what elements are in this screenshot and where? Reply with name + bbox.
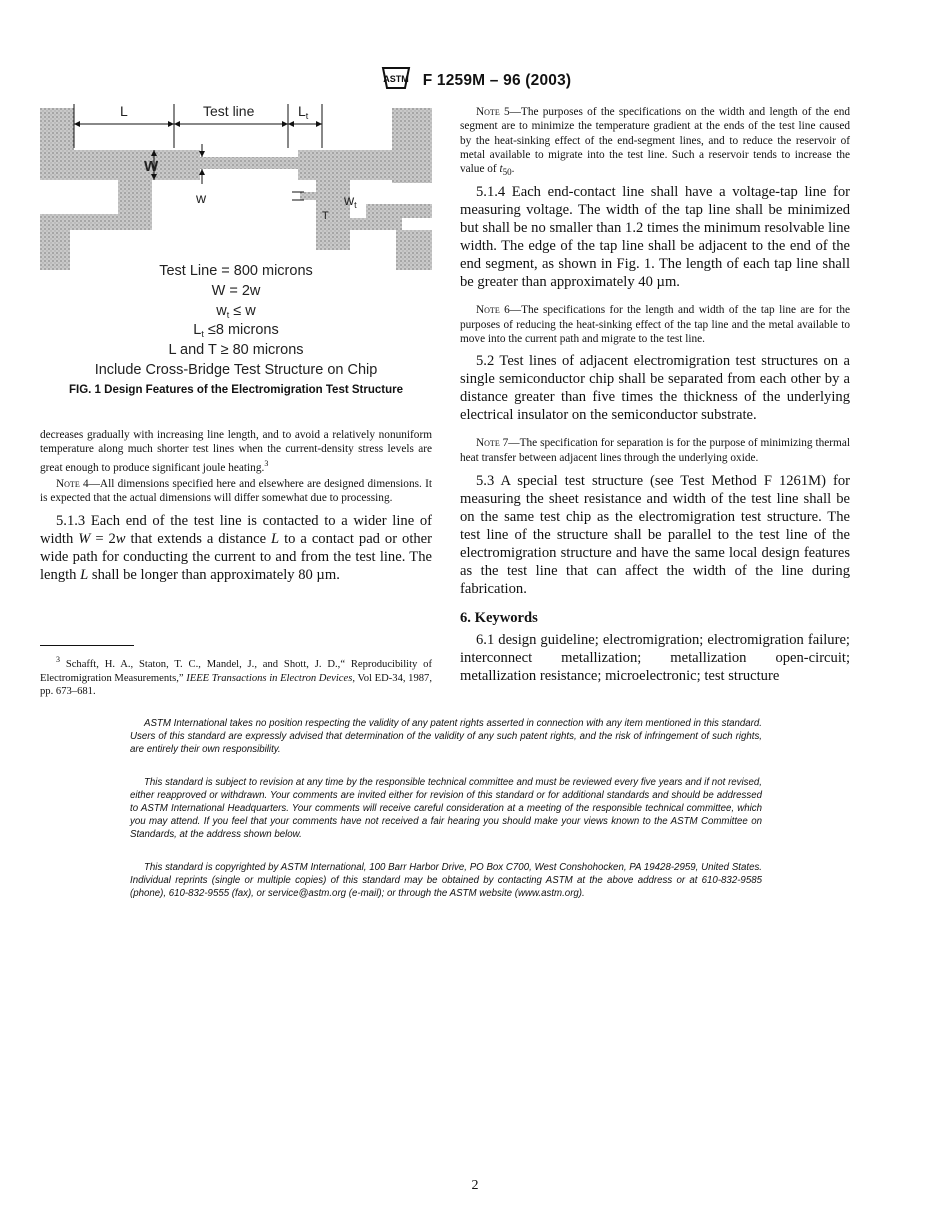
spec-Lt: $L_t \le 8$ microns: [193, 322, 279, 339]
note-4: Note 4—All dimensions specified here and elsewhere are designed dimensions. It is expected that the actual dimensions will differ somewhat due to processing.: [40, 477, 432, 505]
label-wt: $w_t$: [344, 192, 357, 210]
section-5-1-4: 5.1.4 Each end-contact line shall have a voltage-tap line for measuring voltage. The width of the tap line shall be minimized but shall be no smaller than 1.2 times the minimum resolvable line width. The edge of the tap line shall be adjacent to the end of the end segment, as shown in Fig. 1. The length of each tap line shall be greater than approximately 40 µm.: [460, 184, 850, 291]
test-structure-diagram: [40, 100, 432, 270]
spec-W: W = 2w: [211, 283, 261, 299]
astm-logo-icon: [379, 66, 413, 95]
note-6: Note 6—The specifications for the length and width of the tap line are for the purposes of reducing the heat-sinking effect of the tap line and the metal available to move into the current path and migrate to the test line.: [460, 304, 850, 346]
paragraph-continued: decreases gradually with increasing line length, and to avoid a relatively nonuniform temperature along much shorter test lines when the current-density stress levels are great enough to produce significant joule heating.$^3$: [40, 429, 432, 474]
page-header: [0, 66, 950, 95]
spec-cross-bridge: Include Cross-Bridge Test Structure on Chip: [94, 362, 378, 378]
left-column: [40, 428, 432, 584]
right-column: [460, 105, 850, 685]
standard-designation: F 1259M – 96 (2003): [422, 71, 572, 89]
section-6-1: 6.1 design guideline; electromigration; electromigration failure; interconnect metallization; metallization open-circuit; metallization resistance; microelectronic; test structure: [460, 631, 850, 684]
label-w: w: [196, 190, 207, 206]
figure-1: [40, 100, 432, 402]
legal-copyright-notice: This standard is copyrighted by ASTM International, 100 Barr Harbor Drive, PO Box C700, West Conshohocken, PA 19428-2959, United States. Individual reprints (single or multiple copies) of this standard may be obtained by contacting ASTM at the above address or at 610-832-9585 (phone), 610-832-9555 (fax), or service@astm.org (e-mail); or through the ASTM website (www.astm.org).: [130, 862, 762, 899]
label-W: W: [144, 158, 159, 175]
label-L: L: [120, 103, 128, 119]
section-5-3: 5.3 A special test structure (see Test Method F 1261M) for measuring the sheet resistance and width of the test line shall be on the same test chip as the electromigration test structure. The test line of the structure shall be parallel to the test line of the electromigration structure and have the same local design features as the test line that can affect the width of the line during fabrication.: [460, 472, 850, 597]
footnote-3: $^3$ Schafft, H. A., Staton, T. C., Mandel, J., and Shott, J. D.,“ Reproducibility of Electromigration Measurements,” IEEE Transactions in Electron Devices, Vol ED-34, 1987, pp. 673–681.: [40, 655, 432, 697]
label-test-line: Test line: [203, 103, 255, 119]
svg-text:ASTM: ASTM: [382, 74, 409, 84]
footnotes: [40, 653, 432, 699]
legal-patent-notice: ASTM International takes no position respecting the validity of any patent rights asserted in connection with any item mentioned in this standard. Users of this standard are expressly advised that determination of the validity of any such patent rights, and the risk of infringement of such rights, are entirely their own responsibility.: [130, 718, 762, 755]
legal-revision-notice: This standard is subject to revision at any time by the responsible technical committee and must be reviewed every five years and if not revised, either reapproved or withdrawn. Your comments are invited either for revision of this standard or for additional standards and should be addressed to ASTM International Headquarters. Your comments will receive careful consideration at a meeting of the responsible technical committee, which you may attend. If you feel that your comments have not received a fair hearing you should make your views known to the ASTM Committee on Standards, at the address shown below.: [130, 777, 762, 840]
spec-test-line: Test Line = 800 microns: [159, 263, 313, 279]
section-5-1-3: 5.1.3 Each end of the test line is contacted to a wider line of width W = 2w that extends a distance L to a contact pad or other wide path for conducting the current to and from the test line. The length L shall be longer than approximately 80 µm.: [40, 513, 433, 584]
section-5-2: 5.2 Test lines of adjacent electromigration test structures on a single semiconductor chip shall be separated from each other by a distance greater than five times the thickness of the underlying electrical insulator on the semiconductor substrate.: [460, 353, 850, 424]
note-7: Note 7—The specification for separation is for the purpose of minimizing thermal heat transfer between adjacent lines through the underlying oxide.: [460, 437, 850, 464]
page-number: 2: [471, 1178, 479, 1193]
label-T: T: [322, 210, 329, 222]
spec-wt: $w_t \le w$: [216, 303, 256, 320]
figure-caption: FIG. 1 Design Features of the Electromigration Test Structure: [69, 384, 403, 396]
footnote-rule: [40, 645, 134, 646]
label-Lt: $L_t$: [298, 103, 309, 121]
heading-keywords: 6. Keywords: [460, 609, 538, 626]
note-5: Note 5—The purposes of the specifications on the width and length of the end segment are to minimize the temperature gradient at the ends of the test line caused by the heat-sinking effect of the end-segment lines, and to reduce the reservoir of metal available to migrate into the test line. Such a reservoir tends to increase the value of $t_{50}$.: [460, 106, 850, 178]
spec-L-T: L and T ≥ 80 microns: [168, 342, 304, 358]
